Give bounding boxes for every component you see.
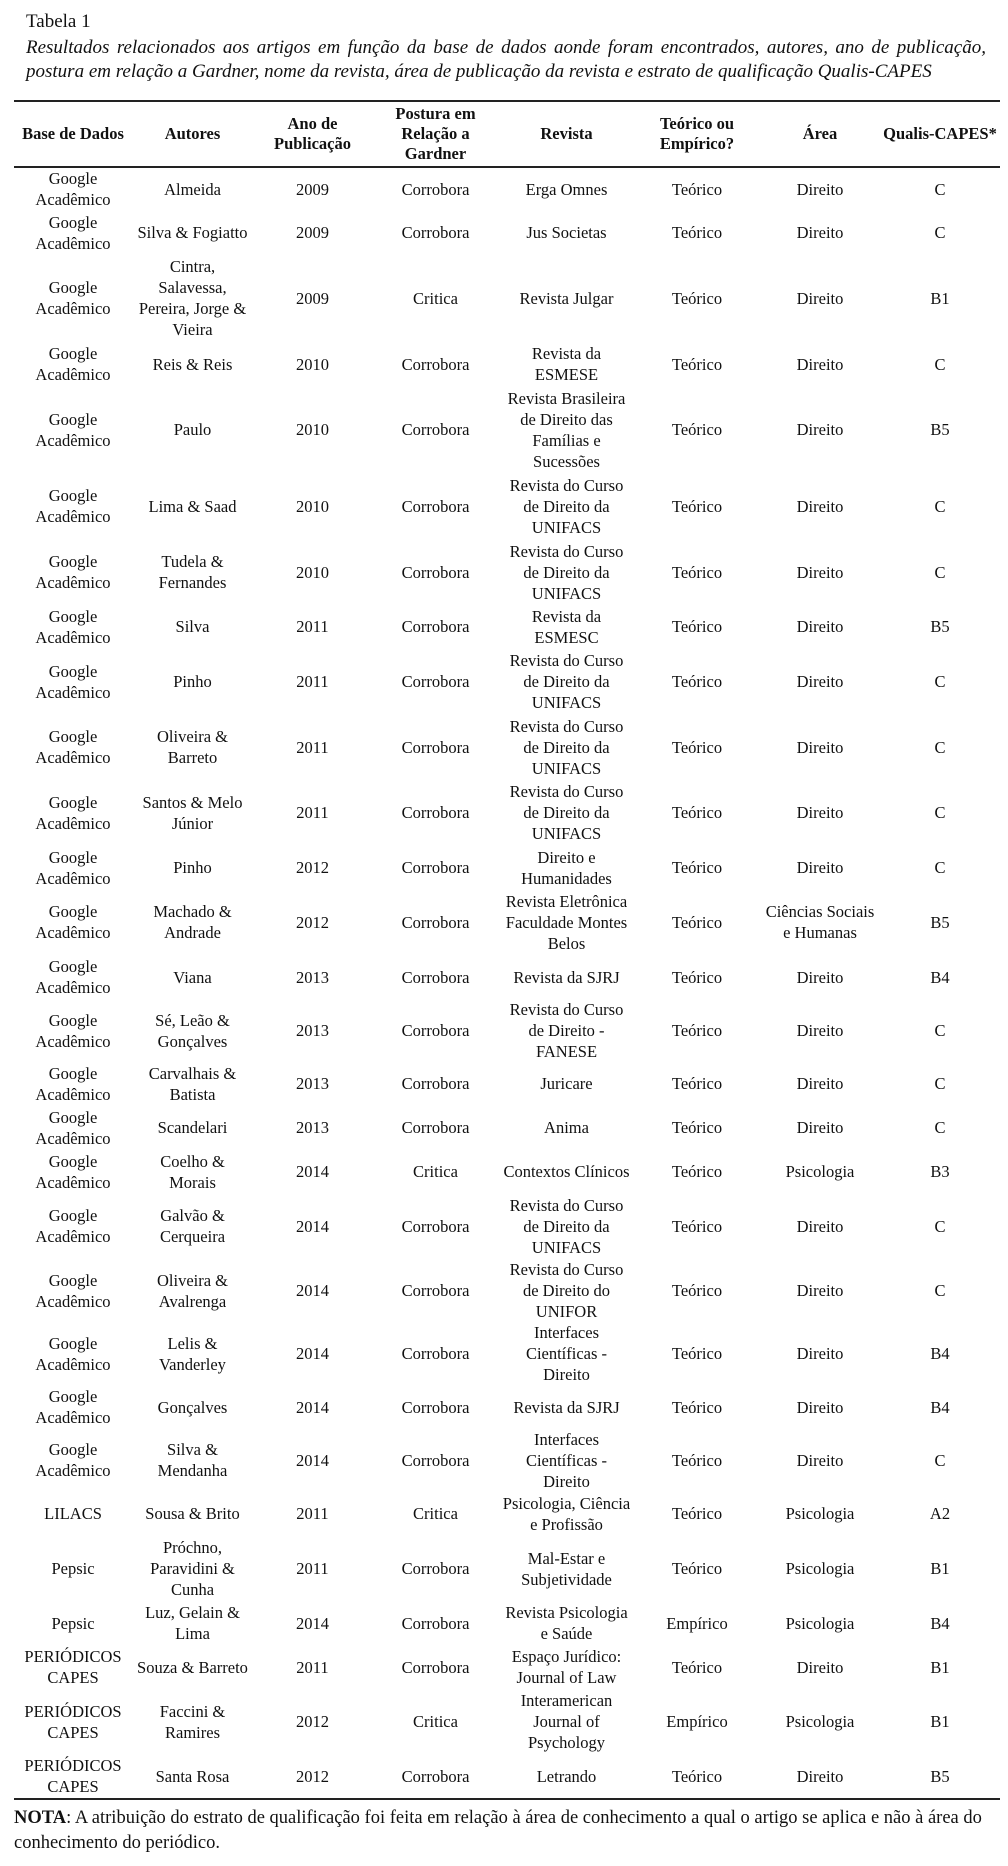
cell-journal: Revista do Curso de Direito da UNIFACS — [509, 541, 624, 603]
cell-stance: Corrobora — [401, 803, 470, 823]
cell-qualis: C — [934, 1118, 946, 1138]
cell-journal: Interfaces Científicas - Direito — [525, 1323, 608, 1385]
cell-year: 2012 — [296, 912, 329, 932]
cell-authors: Silva & Mendanha — [157, 1440, 228, 1481]
cell-stance: Corrobora — [401, 617, 470, 637]
cell-authors: Scandelari — [157, 1118, 228, 1138]
table-row — [14, 1689, 1000, 1755]
cell-area: Direito — [796, 1118, 844, 1138]
table-row — [14, 1755, 1000, 1799]
cell-type: Teórico — [671, 1344, 723, 1364]
cell-type: Teórico — [671, 912, 723, 932]
cell-authors: Santos & Melo Júnior — [142, 792, 243, 833]
cell-area: Direito — [796, 1074, 844, 1094]
cell-qualis: B1 — [930, 1712, 950, 1732]
cell-authors: Paulo — [173, 420, 212, 440]
table-row — [14, 1259, 1000, 1322]
cell-authors: Almeida — [164, 179, 221, 199]
cell-authors: Próchno, Paravidini & Cunha — [150, 1538, 235, 1600]
cell-database: Google Acadêmico — [35, 792, 111, 833]
note-text: : A atribuição do estrato de qualificação foi feita em relação à área de conhecimento a qual o artigo se aplica e não à área do conhecimento do periódico. — [14, 1807, 982, 1853]
cell-journal: Revista do Curso de Direito da UNIFACS — [509, 716, 624, 778]
cell-stance: Critica — [413, 1712, 458, 1732]
cell-area: Direito — [796, 1281, 844, 1301]
cell-area: Direito — [796, 1216, 844, 1236]
table-row — [14, 649, 1000, 715]
cell-authors: Carvalhais & Batista — [148, 1063, 237, 1104]
cell-qualis: B4 — [930, 1397, 950, 1417]
cell-stance: Corrobora — [372, 1755, 499, 1799]
cell-area: Direito — [796, 179, 844, 199]
cell-journal: Revista do Curso de Direito da UNIFACS — [509, 475, 624, 537]
cell-database: Google Acadêmico — [35, 1206, 111, 1247]
cell-year: 2011 — [296, 1504, 329, 1524]
cell-journal: Letrando — [499, 1755, 634, 1799]
cell-year: 2011 — [296, 737, 329, 757]
cell-type: Teórico — [634, 1755, 760, 1799]
cell-database: Google Acadêmico — [35, 409, 111, 450]
cell-qualis: B5 — [930, 617, 950, 637]
cell-qualis: B3 — [930, 1162, 950, 1182]
cell-journal: Anima — [544, 1118, 589, 1138]
cell-type: Teórico — [671, 420, 723, 440]
header-database: Base de Dados — [14, 101, 132, 167]
cell-area: Direito — [796, 562, 844, 582]
cell-database: Google Acadêmico — [35, 1333, 111, 1374]
table-row — [14, 474, 1000, 540]
cell-journal: Revista do Curso de Direito da UNIFACS — [509, 1195, 624, 1257]
cell-type: Teórico — [671, 737, 723, 757]
cell-database: Google Acadêmico — [35, 1387, 111, 1428]
cell-authors: Silva — [175, 617, 210, 637]
cell-journal: Mal-Estar e Subjetividade — [521, 1548, 612, 1589]
cell-qualis: C — [934, 1216, 946, 1236]
cell-area: Direito — [796, 1397, 844, 1417]
cell-year: 2011 — [296, 1559, 329, 1579]
cell-area: Direito — [796, 967, 844, 987]
cell-database: Google Acadêmico — [35, 1440, 111, 1481]
cell-journal: Espaço Jurídico: Journal of Law — [511, 1647, 622, 1688]
cell-stance: Corrobora — [401, 223, 470, 243]
cell-database: Google Acadêmico — [35, 1151, 111, 1192]
cell-stance: Corrobora — [401, 1021, 470, 1041]
cell-qualis: B4 — [930, 1613, 950, 1633]
cell-stance: Corrobora — [401, 354, 470, 374]
cell-year: 2011 — [296, 1657, 329, 1677]
cell-type: Teórico — [671, 354, 723, 374]
cell-type: Teórico — [671, 1162, 723, 1182]
cell-authors: Oliveira & Avalrenga — [156, 1270, 229, 1311]
cell-area: Direito — [796, 1344, 844, 1364]
cell-authors: Luz, Gelain & Lima — [145, 1603, 240, 1644]
cell-year: 2014 — [296, 1344, 329, 1364]
cell-area: Direito — [796, 1450, 844, 1470]
cell-qualis: C — [934, 223, 946, 243]
cell-database: Google Acadêmico — [35, 212, 111, 253]
header-authors: Autores — [132, 101, 253, 167]
cell-qualis: B5 — [880, 1755, 1000, 1799]
cell-stance: Critica — [413, 1162, 458, 1182]
cell-journal: Revista do Curso de Direito da UNIFACS — [509, 651, 624, 713]
cell-stance: Corrobora — [401, 1397, 470, 1417]
cell-year: 2012 — [253, 1755, 372, 1799]
cell-authors: Lima & Saad — [148, 496, 237, 516]
cell-database: Google Acadêmico — [35, 606, 111, 647]
cell-area: Direito — [796, 1021, 844, 1041]
cell-year: 2009 — [296, 179, 329, 199]
cell-journal: Juricare — [540, 1074, 593, 1094]
cell-year: 2011 — [296, 617, 329, 637]
cell-type: Teórico — [671, 1559, 723, 1579]
cell-area: Psicologia — [785, 1504, 855, 1524]
cell-stance: Corrobora — [401, 1613, 470, 1633]
cell-stance: Corrobora — [401, 737, 470, 757]
cell-year: 2011 — [296, 672, 329, 692]
cell-area: Direito — [796, 617, 844, 637]
header-stance: Postura em Relação a Gardner — [372, 101, 499, 167]
cell-stance: Corrobora — [401, 672, 470, 692]
cell-database: PERIÓDICOS CAPES — [24, 1701, 122, 1742]
cell-stance: Corrobora — [401, 1559, 470, 1579]
cell-journal: Revista Julgar — [519, 288, 614, 308]
cell-qualis: B5 — [930, 420, 950, 440]
cell-journal: Revista Eletrônica Faculdade Montes Belos — [505, 891, 628, 953]
cell-database: Google Acadêmico — [35, 661, 111, 702]
note-label: NOTA — [14, 1807, 67, 1828]
cell-database: Google Acadêmico — [35, 1107, 111, 1148]
cell-journal: Revista da SJRJ — [513, 1397, 620, 1417]
cell-qualis: B4 — [930, 1344, 950, 1364]
cell-journal: Direito e Humanidades — [521, 847, 612, 888]
table-row — [14, 1150, 1000, 1194]
cell-authors: Gonçalves — [157, 1397, 228, 1417]
cell-area: Direito — [760, 1755, 880, 1799]
cell-area: Direito — [796, 223, 844, 243]
cell-authors: Pinho — [173, 672, 212, 692]
cell-journal: Interamerican Journal of Psychology — [520, 1691, 613, 1753]
cell-database: Google Acadêmico — [35, 902, 111, 943]
table-row — [14, 1536, 1000, 1602]
header-type: Teórico ou Empírico? — [634, 101, 760, 167]
cell-type: Teórico — [671, 223, 723, 243]
cell-area: Psicologia — [785, 1613, 855, 1633]
cell-database: Google Acadêmico — [35, 1010, 111, 1051]
cell-journal: Revista do Curso de Direito - FANESE — [509, 1000, 624, 1062]
cell-database: Pepsic — [51, 1559, 95, 1579]
cell-journal: Revista do Curso de Direito do UNIFOR — [509, 1260, 624, 1322]
table-row — [14, 1062, 1000, 1106]
cell-authors: Tudela & Fernandes — [158, 552, 227, 593]
cell-stance: Corrobora — [401, 420, 470, 440]
table-row — [14, 167, 1000, 211]
cell-type: Teórico — [671, 803, 723, 823]
cell-stance: Corrobora — [401, 179, 470, 199]
table-row — [14, 1106, 1000, 1150]
cell-area: Direito — [796, 737, 844, 757]
cell-year: 2014 — [296, 1450, 329, 1470]
cell-qualis: B5 — [930, 912, 950, 932]
cell-type: Teórico — [671, 1504, 723, 1524]
cell-journal: Revista Psicologia e Saúde — [505, 1603, 628, 1644]
cell-area: Direito — [796, 288, 844, 308]
cell-type: Teórico — [671, 1216, 723, 1236]
table-row — [14, 999, 1000, 1062]
cell-area: Psicologia — [785, 1559, 855, 1579]
cell-type: Teórico — [671, 288, 723, 308]
cell-qualis: A2 — [929, 1504, 951, 1524]
table-row — [14, 955, 1000, 999]
cell-authors: Reis & Reis — [152, 354, 233, 374]
table-row — [14, 342, 1000, 386]
cell-database: Google Acadêmico — [35, 169, 111, 210]
cell-database: Google Acadêmico — [35, 727, 111, 768]
cell-year: 2014 — [296, 1613, 329, 1633]
cell-type: Teórico — [671, 1397, 723, 1417]
cell-authors: Pinho — [173, 858, 212, 878]
table-row — [14, 846, 1000, 890]
cell-database: Google Acadêmico — [35, 344, 111, 385]
cell-stance: Critica — [413, 1504, 458, 1524]
cell-type: Teórico — [671, 672, 723, 692]
cell-authors: Viana — [173, 967, 212, 987]
cell-journal: Interfaces Científicas - Direito — [525, 1429, 608, 1491]
cell-stance: Corrobora — [401, 1118, 470, 1138]
cell-year: 2012 — [296, 1712, 329, 1732]
cell-qualis: B1 — [930, 1657, 950, 1677]
cell-qualis: C — [934, 1021, 946, 1041]
cell-year: 2010 — [296, 496, 329, 516]
table-row — [14, 1645, 1000, 1689]
cell-year: 2013 — [296, 967, 329, 987]
cell-area: Psicologia — [785, 1712, 855, 1732]
cell-stance: Corrobora — [401, 562, 470, 582]
table-row — [14, 890, 1000, 956]
cell-year: 2013 — [296, 1021, 329, 1041]
table-row — [14, 1193, 1000, 1259]
cell-authors: Faccini & Ramires — [159, 1701, 226, 1742]
cell-type: Teórico — [671, 179, 723, 199]
cell-database: PERIÓDICOS CAPES — [14, 1755, 132, 1799]
cell-authors: Silva & Fogiatto — [137, 223, 248, 243]
cell-stance: Corrobora — [401, 912, 470, 932]
cell-stance: Corrobora — [401, 1657, 470, 1677]
cell-year: 2014 — [296, 1162, 329, 1182]
cell-stance: Critica — [413, 288, 458, 308]
cell-authors: Sousa & Brito — [145, 1504, 240, 1524]
cell-stance: Corrobora — [401, 858, 470, 878]
table-row — [14, 714, 1000, 780]
cell-database: PERIÓDICOS CAPES — [24, 1647, 122, 1688]
cell-authors: Santa Rosa — [132, 1755, 253, 1799]
header-area: Área — [760, 101, 880, 167]
cell-database: Pepsic — [51, 1613, 95, 1633]
cell-year: 2013 — [296, 1118, 329, 1138]
cell-qualis: C — [934, 737, 946, 757]
cell-stance: Corrobora — [401, 1344, 470, 1364]
cell-authors: Lelis & Vanderley — [159, 1333, 226, 1374]
cell-year: 2010 — [296, 354, 329, 374]
cell-authors: Sé, Leão & Gonçalves — [155, 1010, 230, 1051]
cell-year: 2014 — [296, 1216, 329, 1236]
table-row — [14, 780, 1000, 846]
cell-qualis: C — [934, 803, 946, 823]
cell-qualis: C — [934, 858, 946, 878]
cell-authors: Galvão & Cerqueira — [159, 1206, 226, 1247]
cell-type: Teórico — [671, 562, 723, 582]
cell-qualis: C — [934, 672, 946, 692]
cell-qualis: C — [934, 1450, 946, 1470]
cell-authors: Cintra, Salavessa, Pereira, Jorge & Vieira — [138, 257, 247, 340]
cell-type: Teórico — [671, 858, 723, 878]
table-row — [14, 1429, 1000, 1492]
cell-database: Google Acadêmico — [35, 847, 111, 888]
cell-journal: Erga Omnes — [525, 179, 608, 199]
cell-type: Teórico — [671, 617, 723, 637]
cell-stance: Corrobora — [401, 1074, 470, 1094]
cell-type: Teórico — [671, 1021, 723, 1041]
cell-year: 2010 — [296, 562, 329, 582]
cell-database: LILACS — [44, 1504, 102, 1524]
cell-year: 2013 — [296, 1074, 329, 1094]
cell-stance: Corrobora — [401, 967, 470, 987]
header-year: Ano de Publicação — [253, 101, 372, 167]
cell-qualis: C — [934, 354, 946, 374]
cell-year: 2010 — [296, 420, 329, 440]
cell-year: 2014 — [296, 1397, 329, 1417]
cell-type: Teórico — [671, 1074, 723, 1094]
cell-journal: Revista do Curso de Direito da UNIFACS — [509, 782, 624, 844]
cell-qualis: C — [934, 1281, 946, 1301]
cell-database: Google Acadêmico — [35, 957, 111, 998]
table-caption: Resultados relacionados aos artigos em função da base de dados aonde foram encontrados, autores, ano de publicação, postura em relação a Gardner, nome da revista, área de publicação da revista e estrato de qualificação Qualis-CAPES — [26, 37, 986, 82]
cell-journal: Revista da SJRJ — [513, 967, 620, 987]
cell-year: 2009 — [296, 288, 329, 308]
cell-stance: Corrobora — [401, 496, 470, 516]
cell-stance: Corrobora — [401, 1281, 470, 1301]
cell-qualis: C — [934, 562, 946, 582]
cell-journal: Jus Societas — [526, 223, 607, 243]
cell-type: Teórico — [671, 1450, 723, 1470]
cell-area: Direito — [796, 672, 844, 692]
cell-journal: Psicologia, Ciência e Profissão — [502, 1493, 631, 1534]
cell-year: 2014 — [296, 1281, 329, 1301]
header-journal: Revista — [499, 101, 634, 167]
cell-type: Teórico — [671, 1118, 723, 1138]
cell-stance: Corrobora — [401, 1450, 470, 1470]
cell-area: Direito — [796, 858, 844, 878]
cell-type: Empírico — [666, 1712, 728, 1732]
cell-area: Psicologia — [785, 1162, 855, 1182]
table-row — [14, 386, 1000, 474]
cell-area: Ciências Sociais e Humanas — [765, 902, 875, 943]
cell-stance: Corrobora — [401, 1216, 470, 1236]
cell-type: Teórico — [671, 1657, 723, 1677]
table-row — [14, 1322, 1000, 1385]
table-row — [14, 1601, 1000, 1645]
cell-authors: Oliveira & Barreto — [156, 727, 229, 768]
cell-qualis: C — [934, 496, 946, 516]
cell-type: Teórico — [671, 967, 723, 987]
cell-area: Direito — [796, 803, 844, 823]
cell-qualis: C — [934, 179, 946, 199]
cell-year: 2009 — [296, 223, 329, 243]
cell-qualis: B1 — [930, 288, 950, 308]
table-row — [14, 605, 1000, 649]
cell-qualis: B4 — [930, 967, 950, 987]
cell-type: Teórico — [671, 1281, 723, 1301]
table-row — [14, 539, 1000, 605]
cell-year: 2012 — [296, 858, 329, 878]
cell-database: Google Acadêmico — [35, 1063, 111, 1104]
cell-area: Direito — [796, 496, 844, 516]
cell-journal: Contextos Clínicos — [503, 1162, 630, 1182]
table-row — [14, 1492, 1000, 1536]
cell-qualis: C — [934, 1074, 946, 1094]
cell-database: Google Acadêmico — [35, 486, 111, 527]
cell-journal: Revista da ESMESC — [531, 606, 602, 647]
table-row — [14, 255, 1000, 343]
cell-area: Direito — [796, 420, 844, 440]
cell-type: Teórico — [671, 496, 723, 516]
cell-database: Google Acadêmico — [35, 278, 111, 319]
table-row — [14, 1385, 1000, 1429]
cell-database: Google Acadêmico — [35, 552, 111, 593]
cell-area: Direito — [796, 354, 844, 374]
cell-authors: Souza & Barreto — [137, 1657, 248, 1677]
cell-type: Empírico — [666, 1613, 728, 1633]
cell-qualis: B1 — [930, 1559, 950, 1579]
results-table — [14, 100, 1000, 1800]
cell-authors: Coelho & Morais — [160, 1151, 225, 1192]
table-label: Tabela 1 — [26, 11, 91, 32]
cell-year: 2011 — [296, 803, 329, 823]
cell-authors: Machado & Andrade — [153, 902, 232, 943]
cell-journal: Revista Brasileira de Direito das Famílias e Sucessões — [507, 388, 626, 471]
cell-journal: Revista da ESMESE — [531, 344, 602, 385]
header-qualis: Qualis-CAPES* — [880, 101, 1000, 167]
cell-database: Google Acadêmico — [35, 1270, 111, 1311]
cell-area: Direito — [796, 1657, 844, 1677]
table-row — [14, 211, 1000, 255]
table-note — [14, 1806, 1000, 1856]
table-header-row — [14, 101, 1000, 167]
